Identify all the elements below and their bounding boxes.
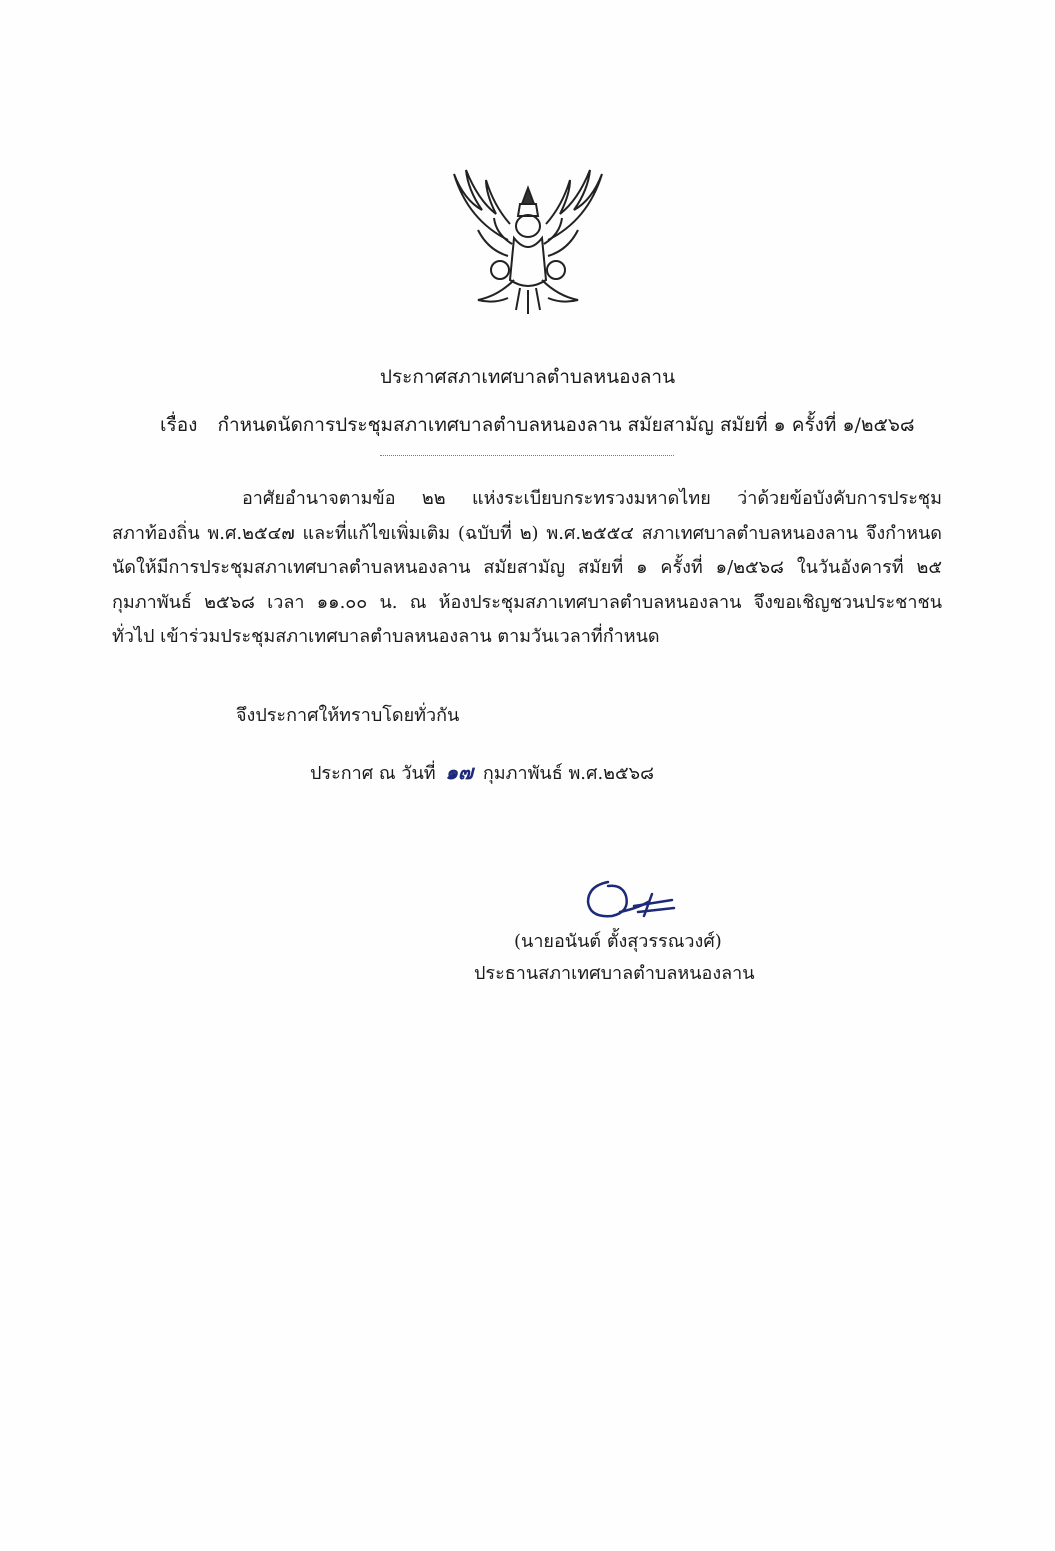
announcement-date bbox=[310, 756, 654, 788]
signer-name: (นายอนันต์ ตั้งสุวรรณวงศ์) bbox=[514, 931, 722, 952]
subject-line bbox=[160, 410, 920, 440]
signer-position: ประธานสภาเทศบาลตำบลหนองลาน bbox=[474, 963, 755, 984]
body-line: ทั่วไป เข้าร่วมประชุมสภาเทศบาลตำบลหนองลาน ตามวันเวลาที่กำหนด bbox=[112, 626, 660, 648]
announcement-title: ประกาศสภาเทศบาลตำบลหนองลาน bbox=[379, 366, 676, 388]
separator-line bbox=[380, 455, 674, 456]
body-line: กุมภาพันธ์ ๒๕๖๘ เวลา ๑๑.๐๐ น. ณ ห้องประชุมสภาเทศบาลตำบลหนองลาน จึงขอเชิญชวนประชาชน bbox=[112, 591, 942, 613]
body-line: สภาท้องถิ่น พ.ศ.๒๕๔๗ และที่แก้ไขเพิ่มเติม (ฉบับที่ ๒) พ.ศ.๒๕๕๔ สภาเทศบาลตำบลหนองลาน จึงกำหนด bbox=[112, 522, 942, 544]
date-prefix: ประกาศ ณ วันที่ bbox=[310, 763, 436, 784]
date-suffix: กุมภาพันธ์ พ.ศ.๒๕๖๘ bbox=[482, 763, 654, 784]
closing-statement: จึงประกาศให้ทราบโดยทั่วกัน bbox=[236, 705, 460, 726]
body-paragraph bbox=[112, 482, 942, 655]
subject-text: กำหนดนัดการประชุมสภาเทศบาลตำบลหนองลาน สมัยสามัญ สมัยที่ ๑ ครั้งที่ ๑/๒๕๖๘ bbox=[217, 414, 915, 436]
garuda-emblem-icon bbox=[438, 160, 618, 320]
subject-label: เรื่อง bbox=[160, 414, 198, 436]
body-line: นัดให้มีการประชุมสภาเทศบาลตำบลหนองลาน สมัยสามัญ สมัยที่ ๑ ครั้งที่ ๑/๒๕๖๘ ในวันอังคารที่ ๒๕ bbox=[112, 557, 942, 579]
signature-icon bbox=[578, 872, 678, 932]
handwritten-day: ๑๗ bbox=[445, 760, 474, 784]
body-line: อาศัยอำนาจตามข้อ ๒๒ แห่งระเบียบกระทรวงมหาดไทย ว่าด้วยข้อบังคับการประชุม bbox=[242, 488, 942, 509]
